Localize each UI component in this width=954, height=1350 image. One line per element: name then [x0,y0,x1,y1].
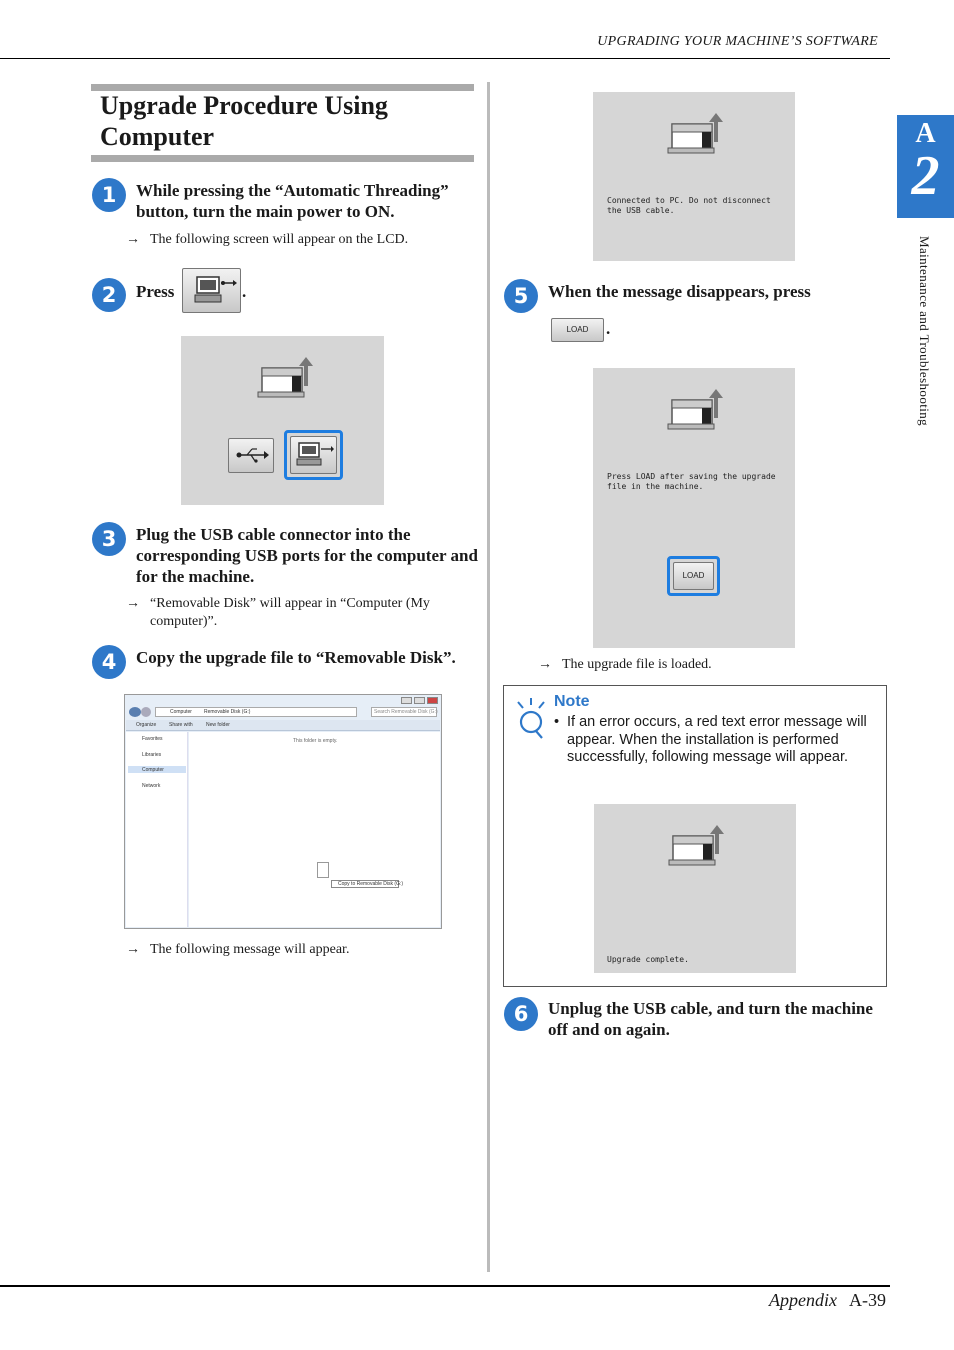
toolbar-share-with[interactable]: Share with [169,722,193,728]
minimize-icon[interactable] [401,697,412,704]
address-bar[interactable] [155,707,357,717]
footer-section: Appendix [769,1290,837,1310]
step-1-text: While pressing the “Automatic Threading” button, turn the main power to ON. [136,181,449,221]
address-removable-disk: Removable Disk (G:) [204,709,251,715]
pc-connect-button[interactable] [182,268,241,313]
nav-pane [126,732,188,927]
sewing-machine-upgrade-icon [667,824,725,868]
forward-icon[interactable] [141,707,151,717]
step-1-result [126,231,466,249]
window-controls [401,697,439,706]
load-button[interactable]: LOAD [551,318,604,342]
sewing-machine-upgrade-icon [666,388,724,432]
step-6-badge: 6 [504,997,538,1031]
file-pane[interactable] [189,732,440,927]
section-bar-bottom [91,155,474,162]
chapter-letter: A [915,118,936,149]
step-6-text: Unplug the USB cable, and turn the machine off and on again. [548,999,873,1039]
drag-tooltip-text: Copy to Removable Disk (G:) [338,881,404,887]
note-text [554,714,879,767]
pc-button-selected[interactable] [284,430,343,480]
lcd-screen-press-load [593,368,795,648]
lcd-message-press-load: Press LOAD after saving the upgrade file in the machine. [607,472,776,491]
drag-tooltip [331,880,404,888]
search-input[interactable] [371,707,437,717]
maximize-icon[interactable] [414,697,425,704]
step-4-badge: 4 [92,645,126,679]
chapter-tab [897,115,954,218]
footer-rule [0,1285,890,1287]
address-computer: Computer [170,709,192,715]
step-1-result-text: The following screen will appear on the LCD. [150,232,409,247]
sewing-machine-upgrade-icon [666,112,724,156]
header-rule [0,58,890,59]
note-bullet: • [554,714,560,730]
load-button-selected[interactable] [667,556,720,596]
step-4-text: Copy the upgrade file to “Removable Disk”. [136,648,456,667]
chapter-number: 2 [911,145,940,207]
lcd-screen-complete [594,804,796,973]
lcd-message-complete: Upgrade complete. [607,955,689,964]
step-3-text: Plug the USB cable connector into the corresponding USB ports for the computer and for the machine. [136,525,478,586]
step-3-result [126,595,466,631]
lcd-message-connected: Connected to PC. Do not disconnect the USB cable. [607,196,771,215]
page-footer [769,1290,886,1311]
usb-button[interactable] [228,438,274,473]
step-3-result-text: “Removable Disk” will appear in “Computer (My computer)”. [150,596,430,629]
nav-computer[interactable]: Computer [142,767,164,773]
back-icon[interactable] [129,707,141,717]
lcd-load-label: LOAD [673,562,714,590]
explorer-toolbar [126,720,440,731]
pc-usb-icon [291,437,336,473]
step-5-result-text: The upgrade file is loaded. [562,657,712,672]
step-3-badge: 3 [92,522,126,556]
result-arrow: → [126,942,140,957]
step-2-suffix: . [242,282,247,301]
step-2-badge: 2 [92,278,126,312]
step-1-badge: 1 [92,178,126,212]
lcd-screen-connect-options [181,336,384,505]
step-5-badge: 5 [504,279,538,313]
pc-usb-icon [183,269,240,312]
sewing-machine-upgrade-icon [256,356,314,400]
file-icon [317,862,329,878]
step-5-result [538,656,878,674]
step-5-suffix: . [606,319,611,338]
explorer-window [124,694,442,929]
step-5-text: When the message disappears, press [548,282,811,301]
search-placeholder: Search Removable Disk (G:) [374,709,438,715]
lcd-screen-connected [593,92,795,261]
column-divider [487,82,490,1272]
close-icon[interactable] [427,697,438,704]
toolbar-new-folder[interactable]: New folder [206,722,230,728]
step-4-result-text: The following message will appear. [150,942,350,957]
nav-favorites[interactable]: Favorites [142,736,163,742]
usb-icon [229,439,273,472]
section-title: Upgrade Procedure Using Computer [100,91,388,151]
note-body: If an error occurs, a red text error message will appear. When the installation is performed successfully, following message will appear. [567,714,867,765]
page-number: A-39 [849,1290,886,1310]
nav-network[interactable]: Network [142,783,161,789]
step-4-result [126,941,466,959]
nav-libraries[interactable]: Libraries [142,752,162,758]
result-arrow: → [126,596,140,611]
result-arrow: → [126,232,140,247]
result-arrow: → [538,657,552,672]
note-label: Note [554,693,590,710]
empty-folder-text: This folder is empty. [293,738,338,744]
lightbulb-icon [514,698,548,742]
running-header: UPGRADING YOUR MACHINE’S SOFTWARE [597,34,878,49]
step-2-text: Press [136,282,175,301]
chapter-vertical-label: Maintenance and Troubleshooting [917,236,932,427]
toolbar-organize[interactable]: Organize [136,722,157,728]
